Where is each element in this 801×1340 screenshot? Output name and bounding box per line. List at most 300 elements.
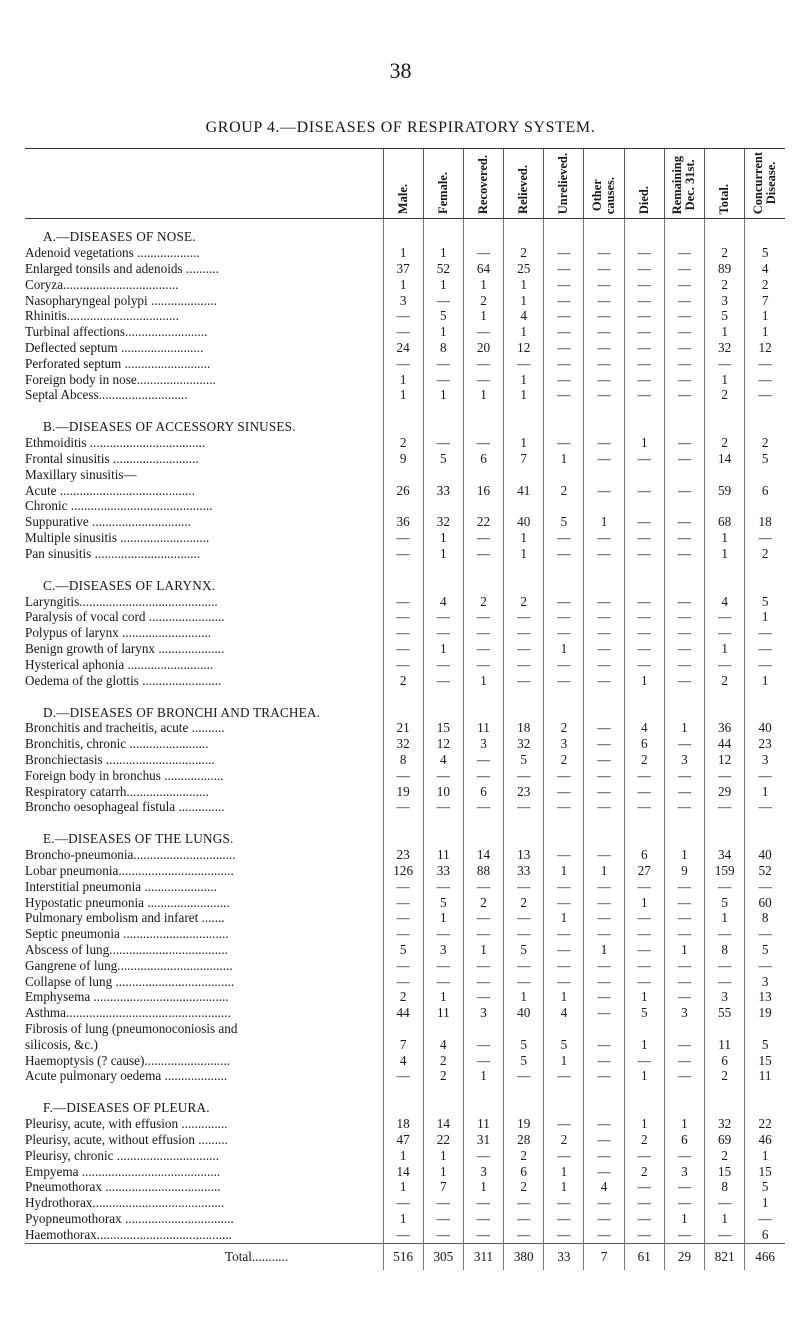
cell-value: 1 — [504, 277, 544, 293]
cell-value: — — [544, 784, 584, 800]
cell-value: 5 — [745, 245, 785, 261]
cell-value: — — [664, 1068, 704, 1084]
cell-value: — — [584, 895, 624, 911]
row-label: Pleurisy, acute, with effusion .............. — [25, 1116, 228, 1132]
table-row — [25, 1068, 785, 1084]
cell-value: 2 — [705, 277, 745, 293]
table-row — [25, 1037, 785, 1053]
cell-value: — — [664, 451, 704, 467]
cell-value: 4 — [383, 1053, 423, 1069]
table-row — [25, 736, 785, 752]
total-row — [25, 1243, 785, 1270]
cell-value: 1 — [504, 435, 544, 451]
cell-value: 2 — [423, 1053, 463, 1069]
cell-value: 5 — [504, 752, 544, 768]
cell-value: 19 — [745, 1005, 785, 1021]
cell-value: 7 — [504, 451, 544, 467]
cell-value — [463, 219, 503, 246]
cell-value: — — [664, 895, 704, 911]
cell-value: — — [463, 1037, 503, 1053]
table-row — [25, 245, 785, 261]
cell-value: — — [463, 926, 503, 942]
table-header — [25, 149, 785, 219]
cell-value: 2 — [624, 1164, 664, 1180]
cell-value — [544, 219, 584, 246]
cell-value: — — [544, 435, 584, 451]
cell-value: 5 — [544, 1037, 584, 1053]
cell-value: — — [383, 910, 423, 926]
cell-value: 33 — [504, 863, 544, 879]
cell-value: 14 — [463, 847, 503, 863]
cell-value: — — [544, 1068, 584, 1084]
cell-value: — — [664, 1227, 704, 1243]
cell-value: 68 — [705, 514, 745, 530]
cell-value: — — [745, 625, 785, 641]
cell-value: 2 — [383, 673, 423, 689]
cell-value: — — [664, 768, 704, 784]
row-label: Acute ......................................... — [25, 482, 195, 498]
cell-value: — — [624, 324, 664, 340]
cell-value: — — [463, 372, 503, 388]
cell-value: 1 — [423, 910, 463, 926]
cell-value: — — [383, 356, 423, 372]
cell-value — [463, 467, 503, 483]
cell-value: — — [624, 451, 664, 467]
table-row — [25, 768, 785, 784]
section-heading: B.—DISEASES OF ACCESSORY SINUSES. — [43, 419, 296, 435]
col-female: Female. — [423, 149, 463, 219]
cell-value: 4 — [705, 594, 745, 610]
cell-value: 5 — [624, 1005, 664, 1021]
cell-value: — — [664, 989, 704, 1005]
cell-value: — — [624, 594, 664, 610]
cell-value — [423, 694, 463, 720]
cell-value: 33 — [544, 1243, 584, 1270]
cell-value: — — [463, 609, 503, 625]
cell-value: 2 — [745, 546, 785, 562]
cell-value: 33 — [423, 863, 463, 879]
cell-value — [624, 568, 664, 594]
cell-value: 32 — [383, 736, 423, 752]
cell-value: — — [463, 1211, 503, 1227]
cell-value: — — [624, 958, 664, 974]
cell-value: — — [624, 1148, 664, 1164]
cell-value: — — [705, 974, 745, 990]
col-other-causes: Other causes. — [584, 149, 624, 219]
cell-value: 44 — [705, 736, 745, 752]
cell-value: 1 — [504, 530, 544, 546]
col-died: Died. — [624, 149, 664, 219]
cell-value: — — [504, 609, 544, 625]
cell-value: — — [624, 308, 664, 324]
cell-value: — — [584, 293, 624, 309]
table-row — [25, 799, 785, 815]
cell-value: — — [664, 356, 704, 372]
cell-value: 40 — [504, 514, 544, 530]
cell-value: 3 — [463, 1005, 503, 1021]
cell-value: — — [664, 546, 704, 562]
cell-value: 8 — [423, 340, 463, 356]
cell-value: 44 — [383, 1005, 423, 1021]
table-row — [25, 625, 785, 641]
cell-value: — — [624, 879, 664, 895]
cell-value: — — [624, 942, 664, 958]
cell-value: 11 — [705, 1037, 745, 1053]
table-row — [25, 546, 785, 562]
cell-value: 1 — [544, 989, 584, 1005]
cell-value: — — [624, 372, 664, 388]
header-blank — [25, 149, 383, 219]
cell-value: — — [664, 657, 704, 673]
row-label: Bronchitis and tracheitis, acute .......... — [25, 720, 225, 736]
row-label: Acute pulmonary oedema ................... — [25, 1068, 228, 1084]
cell-value: 4 — [745, 261, 785, 277]
table-row — [25, 293, 785, 309]
cell-value: 5 — [423, 451, 463, 467]
cell-value: 20 — [463, 340, 503, 356]
cell-value: 2 — [504, 594, 544, 610]
cell-value: — — [664, 926, 704, 942]
cell-value: — — [463, 625, 503, 641]
cell-value: 1 — [463, 942, 503, 958]
cell-value — [544, 1090, 584, 1116]
cell-value: 12 — [705, 752, 745, 768]
cell-value — [504, 1021, 544, 1037]
row-label: Turbinal affections......................... — [25, 324, 208, 340]
cell-value: — — [745, 799, 785, 815]
section-heading: E.—DISEASES OF THE LUNGS. — [43, 831, 234, 847]
cell-value: — — [624, 625, 664, 641]
cell-value: 1 — [544, 1053, 584, 1069]
cell-value: — — [624, 1053, 664, 1069]
cell-value: — — [745, 356, 785, 372]
cell-value — [584, 467, 624, 483]
cell-value: 1 — [705, 546, 745, 562]
cell-value: — — [383, 926, 423, 942]
cell-value — [383, 409, 423, 435]
row-label: Haemothorax......................................... — [25, 1226, 232, 1242]
cell-value: 1 — [504, 324, 544, 340]
table-row — [25, 752, 785, 768]
cell-value: — — [584, 1068, 624, 1084]
cell-value: 15 — [423, 720, 463, 736]
cell-value: — — [423, 1211, 463, 1227]
cell-value — [584, 821, 624, 847]
cell-value: 12 — [423, 736, 463, 752]
cell-value: 3 — [463, 1164, 503, 1180]
row-label: Oedema of the glottis ........................ — [25, 672, 222, 688]
cell-value: 1 — [463, 673, 503, 689]
cell-value: 4 — [624, 720, 664, 736]
cell-value: — — [624, 514, 664, 530]
cell-value: 1 — [584, 514, 624, 530]
cell-value: — — [584, 926, 624, 942]
cell-value: 8 — [383, 752, 423, 768]
cell-value — [383, 821, 423, 847]
cell-value: 3 — [745, 974, 785, 990]
cell-value: — — [584, 1195, 624, 1211]
cell-value: — — [584, 277, 624, 293]
cell-value: 2 — [504, 895, 544, 911]
cell-value: 60 — [745, 895, 785, 911]
cell-value: 5 — [423, 895, 463, 911]
row-label: Foreign body in bronchus .................. — [25, 767, 224, 783]
cell-value: 11 — [745, 1068, 785, 1084]
cell-value: — — [423, 609, 463, 625]
cell-value: — — [664, 958, 704, 974]
cell-value: — — [584, 483, 624, 499]
cell-value: 2 — [705, 1148, 745, 1164]
cell-value: 3 — [664, 1164, 704, 1180]
cell-value: — — [544, 768, 584, 784]
cell-value: — — [624, 293, 664, 309]
cell-value: 2 — [544, 752, 584, 768]
cell-value: 5 — [745, 594, 785, 610]
row-label: Pleurisy, chronic ............................... — [25, 1147, 220, 1163]
cell-value: — — [584, 910, 624, 926]
cell-value: — — [544, 1227, 584, 1243]
table-row — [25, 514, 785, 530]
cell-value: — — [584, 1227, 624, 1243]
table-row — [25, 910, 785, 926]
cell-value: — — [544, 261, 584, 277]
cell-value — [624, 821, 664, 847]
cell-value — [504, 498, 544, 514]
cell-value: 1 — [544, 1164, 584, 1180]
cell-value — [584, 409, 624, 435]
cell-value: — — [584, 1053, 624, 1069]
row-label: Foreign body in nose........................ — [25, 371, 216, 387]
cell-value: — — [624, 1227, 664, 1243]
row-label: Perforated septum .......................... — [25, 355, 211, 371]
cell-value: 1 — [423, 641, 463, 657]
cell-value: — — [463, 245, 503, 261]
cell-value: 2 — [705, 1068, 745, 1084]
row-label: Laryngitis.......................................... — [25, 593, 218, 609]
table-row — [25, 498, 785, 514]
cell-value — [423, 409, 463, 435]
cell-value: 4 — [423, 594, 463, 610]
cell-value: — — [544, 277, 584, 293]
cell-value: 21 — [383, 720, 423, 736]
section-heading: D.—DISEASES OF BRONCHI AND TRACHEA. — [43, 704, 321, 720]
table-row — [25, 372, 785, 388]
table-row — [25, 942, 785, 958]
table-row — [25, 895, 785, 911]
cell-value: — — [504, 1068, 544, 1084]
cell-value: 1 — [383, 277, 423, 293]
cell-value: 2 — [463, 895, 503, 911]
cell-value: — — [423, 958, 463, 974]
cell-value — [664, 498, 704, 514]
cell-value — [383, 467, 423, 483]
cell-value — [423, 1021, 463, 1037]
cell-value — [463, 568, 503, 594]
cell-value: — — [745, 372, 785, 388]
cell-value: — — [664, 625, 704, 641]
cell-value: — — [423, 879, 463, 895]
cell-value: — — [664, 245, 704, 261]
cell-value: 29 — [664, 1243, 704, 1270]
cell-value: — — [544, 942, 584, 958]
section-heading: C.—DISEASES OF LARYNX. — [43, 577, 216, 593]
table-row — [25, 926, 785, 942]
cell-value — [705, 1021, 745, 1037]
cell-value: — — [664, 641, 704, 657]
cell-value: — — [423, 1195, 463, 1211]
cell-value: 1 — [383, 1148, 423, 1164]
cell-value: 11 — [463, 1116, 503, 1132]
cell-value: — — [383, 530, 423, 546]
row-label: Suppurative .............................. — [25, 514, 191, 530]
cell-value: — — [705, 657, 745, 673]
cell-value: — — [745, 879, 785, 895]
cell-value — [705, 409, 745, 435]
cell-value: — — [423, 293, 463, 309]
cell-value: — — [504, 1195, 544, 1211]
cell-value: — — [624, 974, 664, 990]
cell-value: 23 — [504, 784, 544, 800]
cell-value: — — [584, 736, 624, 752]
cell-value: — — [584, 530, 624, 546]
cell-value: — — [584, 1005, 624, 1021]
cell-value: 2 — [463, 594, 503, 610]
cell-value: 2 — [705, 435, 745, 451]
cell-value: 1 — [544, 1179, 584, 1195]
cell-value: — — [745, 1211, 785, 1227]
row-label: Pyopneumothorax ................................. — [25, 1210, 234, 1226]
cell-value: — — [664, 372, 704, 388]
row-label: Lobar pneumonia................................... — [25, 862, 234, 878]
row-label: Nasopharyngeal polypi .................... — [25, 292, 217, 308]
cell-value — [624, 694, 664, 720]
cell-value: 1 — [463, 308, 503, 324]
col-remaining: Remaining Dec. 31st. — [664, 149, 704, 219]
cell-value: — — [463, 768, 503, 784]
cell-value: — — [423, 974, 463, 990]
cell-value — [544, 694, 584, 720]
cell-value: — — [624, 799, 664, 815]
cell-value: — — [664, 1179, 704, 1195]
cell-value: — — [544, 799, 584, 815]
cell-value: 40 — [745, 720, 785, 736]
cell-value: 516 — [383, 1243, 423, 1270]
col-concurrent-disease: Concurrent Disease. — [745, 149, 785, 219]
cell-value: 9 — [383, 451, 423, 467]
cell-value: — — [423, 768, 463, 784]
cell-value: — — [463, 1148, 503, 1164]
cell-value: — — [664, 1195, 704, 1211]
cell-value: — — [423, 799, 463, 815]
cell-value: — — [504, 879, 544, 895]
table-row — [25, 1005, 785, 1021]
col-unrelieved: Unrelieved. — [544, 149, 584, 219]
cell-value: — — [463, 989, 503, 1005]
cell-value: — — [745, 387, 785, 403]
cell-value: 11 — [463, 720, 503, 736]
cell-value: 5 — [423, 308, 463, 324]
cell-value: 6 — [745, 483, 785, 499]
cell-value: 305 — [423, 1243, 463, 1270]
cell-value: 1 — [705, 910, 745, 926]
cell-value: — — [463, 799, 503, 815]
cell-value: — — [584, 673, 624, 689]
cell-value: — — [504, 1211, 544, 1227]
cell-value: 2 — [504, 1148, 544, 1164]
table-body — [25, 219, 785, 1270]
cell-value: — — [705, 625, 745, 641]
page-title: GROUP 4.—DISEASES OF RESPIRATORY SYSTEM. — [205, 119, 596, 136]
cell-value: — — [584, 1164, 624, 1180]
cell-value: 5 — [383, 942, 423, 958]
section-heading-row — [25, 568, 785, 594]
cell-value: — — [584, 356, 624, 372]
cell-value — [463, 694, 503, 720]
table-row — [25, 277, 785, 293]
cell-value: — — [544, 1148, 584, 1164]
cell-value: 1 — [705, 372, 745, 388]
cell-value: 1 — [745, 1148, 785, 1164]
cell-value: 1 — [463, 1179, 503, 1195]
cell-value: — — [745, 530, 785, 546]
cell-value: 7 — [584, 1243, 624, 1270]
cell-value: 6 — [463, 784, 503, 800]
cell-value: 55 — [705, 1005, 745, 1021]
cell-value: — — [463, 546, 503, 562]
section-heading-row — [25, 694, 785, 720]
cell-value: — — [584, 1132, 624, 1148]
cell-value — [463, 821, 503, 847]
row-label: Pleurisy, acute, without effusion ......... — [25, 1131, 228, 1147]
cell-value: 466 — [745, 1243, 785, 1270]
cell-value — [664, 568, 704, 594]
cell-value: 1 — [383, 387, 423, 403]
cell-value: — — [383, 609, 423, 625]
cell-value: 1 — [423, 324, 463, 340]
cell-value: — — [705, 958, 745, 974]
cell-value: — — [705, 356, 745, 372]
row-label: Interstitial pneumonia ...................... — [25, 878, 217, 894]
cell-value: 14 — [383, 1164, 423, 1180]
cell-value: 1 — [745, 673, 785, 689]
cell-value: 1 — [624, 1068, 664, 1084]
row-label: Bronchitis, chronic ........................ — [25, 736, 209, 752]
table-row — [25, 1211, 785, 1227]
respiratory-diseases-table — [25, 148, 785, 1270]
cell-value: — — [504, 657, 544, 673]
cell-value: — — [624, 483, 664, 499]
cell-value: 6 — [705, 1053, 745, 1069]
cell-value: 5 — [745, 1037, 785, 1053]
cell-value: — — [624, 1179, 664, 1195]
cell-value: — — [544, 1116, 584, 1132]
cell-value: 5 — [504, 942, 544, 958]
cell-value: 18 — [745, 514, 785, 530]
cell-value: 2 — [745, 277, 785, 293]
cell-value: 61 — [624, 1243, 664, 1270]
cell-value: 5 — [504, 1053, 544, 1069]
row-label: Total........... — [25, 1243, 383, 1270]
cell-value: — — [423, 435, 463, 451]
cell-value: — — [504, 768, 544, 784]
cell-value: — — [664, 530, 704, 546]
cell-value: — — [383, 1227, 423, 1243]
cell-value — [463, 1021, 503, 1037]
cell-value: — — [544, 324, 584, 340]
cell-value — [664, 219, 704, 246]
cell-value: — — [624, 261, 664, 277]
cell-value — [504, 568, 544, 594]
